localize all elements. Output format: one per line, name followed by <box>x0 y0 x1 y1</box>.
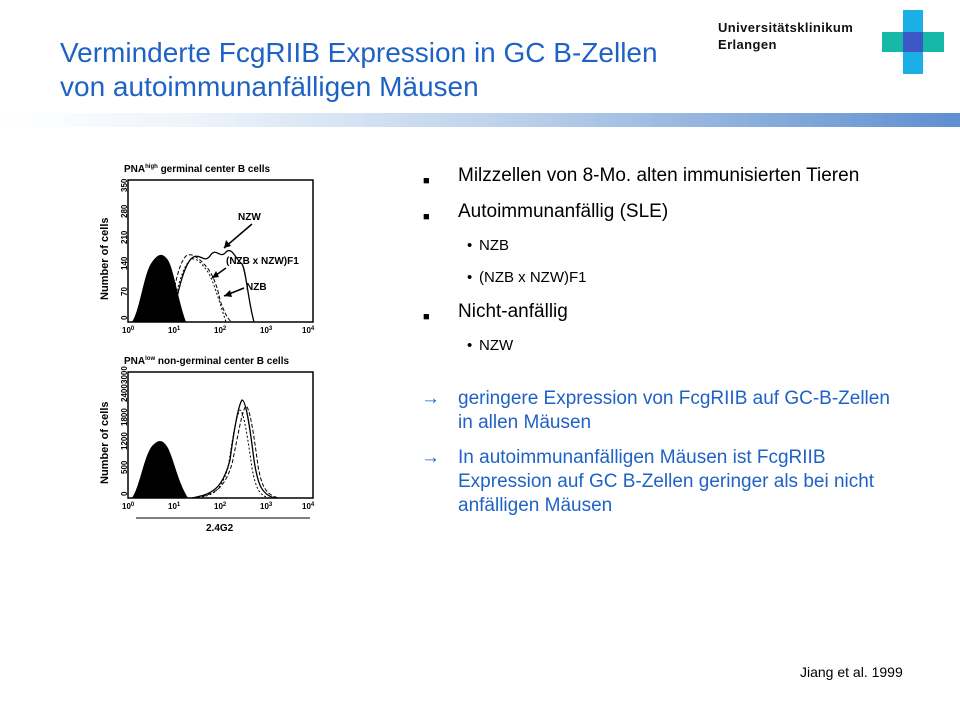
sub-bullet-text: NZW <box>479 337 514 354</box>
x-axis-label: 2.4G2 <box>206 523 234 534</box>
bottom-panel-title-main: PNA <box>124 356 146 367</box>
logo-line-1: Universitätsklinikum <box>718 20 854 35</box>
bullet-item <box>421 200 891 224</box>
top-y-axis-label: Number of cells <box>99 217 111 300</box>
sub-bullet-item <box>421 336 891 356</box>
top-y-tick: 350 <box>120 178 129 192</box>
bottom-curve-dashed <box>196 406 278 498</box>
top-y-tick: 210 <box>120 230 129 244</box>
bottom-x-ticks <box>122 502 315 511</box>
bullet-text: Milzzellen von 8-Mo. alten immunisierten Tieren <box>458 165 860 186</box>
title-divider <box>0 113 960 127</box>
top-panel-title-rest: germinal center B cells <box>157 164 271 175</box>
label-f1: (NZB x NZW)F1 <box>226 256 299 267</box>
top-panel-title-main: PNA <box>124 164 146 175</box>
top-histogram-panel <box>99 164 315 335</box>
top-x-tick: $10^4$ <box>302 326 315 335</box>
right-arrow-icon: → <box>421 388 440 409</box>
sub-bullet-item <box>421 268 891 288</box>
bottom-curve-solid <box>192 400 274 498</box>
top-x-tick: $10^1$ <box>168 326 181 335</box>
bottom-x-tick: $10^1$ <box>168 502 181 511</box>
slide-title: Verminderte FcgRIIB Expression in GC B-Zellen von autoimmunanfälligen Mäusen <box>60 37 658 102</box>
top-negative-control-peak <box>132 255 186 322</box>
sub-bullet-text: (NZB x NZW)F1 <box>479 269 587 286</box>
label-nzw: NZW <box>238 212 261 223</box>
bottom-y-tick: 1200 <box>120 432 129 450</box>
cross-logo-icon <box>882 10 944 74</box>
bullet-list <box>421 164 891 529</box>
svg-text:PNAlow non-germinal center B c <box>124 356 289 367</box>
bottom-panel-title-rest: non-germinal center B cells <box>155 356 290 367</box>
bullet-item <box>421 300 891 324</box>
bottom-y-tick: 0 <box>120 491 129 496</box>
square-bullet-icon: ■ <box>423 211 430 223</box>
top-x-tick: $10^2$ <box>214 326 227 335</box>
bullet-text: Nicht-anfällig <box>458 301 568 322</box>
bottom-y-tick: 2400 <box>120 384 129 402</box>
top-y-tick: 280 <box>120 204 129 218</box>
label-nzb: NZB <box>246 282 267 293</box>
conclusion-item <box>421 446 891 518</box>
svg-text:PNAhigh germinal center B cell <box>124 164 271 175</box>
bottom-y-tick: 1800 <box>120 408 129 426</box>
conclusion-text: In autoimmunanfälligen Mäusen ist FcgRIIB Expression auf GC B-Zellen geringer als bei nicht anfälligen Mäusen <box>458 447 875 516</box>
dot-bullet-icon: • <box>467 337 473 354</box>
bottom-y-axis-label: Number of cells <box>99 401 111 484</box>
sub-bullet-item <box>421 236 891 256</box>
bottom-histogram-panel <box>99 356 315 534</box>
bottom-x-tick: $10^4$ <box>302 502 315 511</box>
square-bullet-icon: ■ <box>423 175 430 187</box>
right-arrow-icon: → <box>421 447 440 468</box>
dot-bullet-icon: • <box>467 237 473 254</box>
sub-bullet-text: NZB <box>479 237 509 254</box>
bottom-x-tick: $10^2$ <box>214 502 227 511</box>
bottom-x-tick: $10^3$ <box>260 502 273 511</box>
top-y-tick: 0 <box>120 315 129 320</box>
top-y-tick: 70 <box>120 287 129 296</box>
bullet-text: Autoimmunanfällig (SLE) <box>458 201 669 222</box>
top-x-ticks <box>122 326 315 335</box>
square-bullet-icon: ■ <box>423 311 430 323</box>
dot-bullet-icon: • <box>467 269 473 286</box>
conclusion-text: geringere Expression von FcgRIIB auf GC-B-Zellen in allen Mäusen <box>458 388 890 433</box>
top-x-tick: $10^3$ <box>260 326 273 335</box>
citation: Jiang et al. 1999 <box>800 664 903 680</box>
bullet-item <box>421 164 891 188</box>
top-x-tick: $10^0$ <box>122 326 135 335</box>
histogram-figure <box>92 160 328 538</box>
bottom-y-tick: 500 <box>120 460 129 474</box>
bottom-negative-control-peak <box>132 441 188 498</box>
top-panel-title-sup: high <box>145 164 158 170</box>
institution-logo-text <box>718 19 853 53</box>
logo-line-2: Erlangen <box>718 37 777 52</box>
bottom-y-tick: 3000 <box>120 366 129 384</box>
top-y-tick: 140 <box>120 256 129 270</box>
bottom-curve-dotted <box>194 410 270 498</box>
bottom-panel-title-sup: low <box>145 356 156 362</box>
bottom-x-tick: $10^0$ <box>122 502 135 511</box>
conclusion-item <box>421 387 891 435</box>
